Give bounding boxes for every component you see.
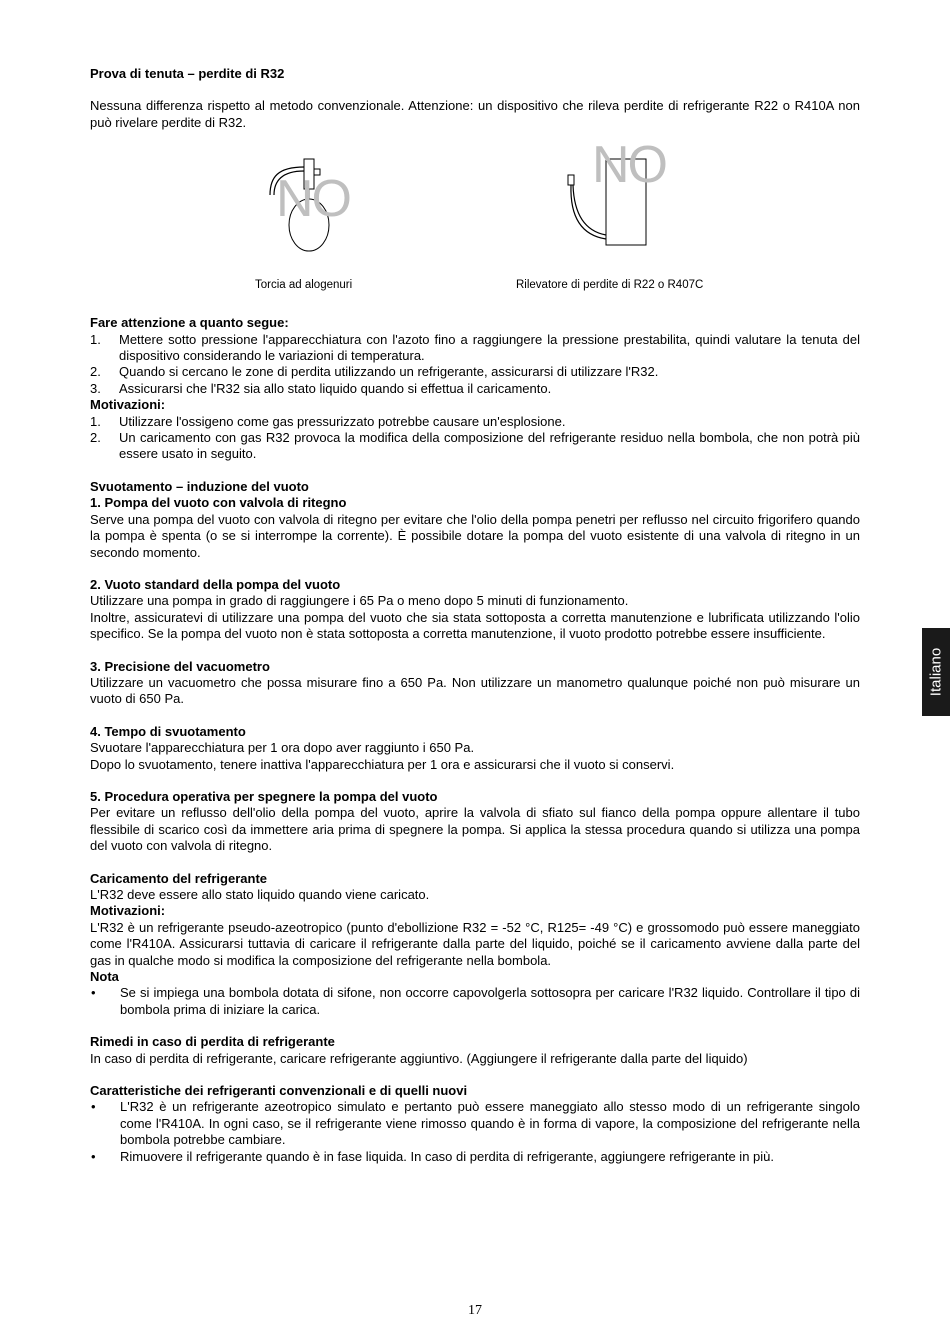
paragraph: Utilizzare una pompa in grado di raggiungere i 65 Pa o meno dopo 5 minuti di funzionamento. bbox=[90, 593, 629, 609]
subsection-title: 5. Procedura operativa per spegnere la pompa del vuoto bbox=[90, 788, 438, 804]
paragraph: L'R32 è un refrigerante pseudo-azeotropico (punto d'ebollizione R32 = -52 °C, R125= -49 °C) e grossomodo può essere maneggiato come l'R410A. Assicurarsi tuttavia di caricare il refrigerante dalla parte del liquido, poiché se il caricamento avviene dalla parte del gas in qualche modo si modifica la composizione del refrigerante nella bombola. bbox=[90, 919, 860, 968]
motivation-title: Motivazioni: bbox=[90, 903, 166, 919]
subsection-title: 3. Precisione del vacuometro bbox=[90, 658, 270, 674]
no-mark: NO bbox=[592, 136, 666, 195]
attention-title: Fare attenzione a quanto segue: bbox=[90, 315, 289, 331]
document-page bbox=[90, 66, 860, 1165]
paragraph: In caso di perdita di refrigerante, caricare refrigerante aggiuntivo. (Aggiungere il refrigerante dalla parte del liquido) bbox=[90, 1050, 748, 1066]
section-title-leak-test: Prova di tenuta – perdite di R32 bbox=[90, 66, 285, 81]
list-item: 3. Assicurarsi che l'R32 sia allo stato liquido quando si effettua il caricamento. bbox=[90, 380, 552, 396]
page-number: 17 bbox=[468, 1303, 482, 1318]
section-title-features: Caratteristiche dei refrigeranti convenzionali e di quelli nuovi bbox=[90, 1083, 468, 1099]
list-item: • L'R32 è un refrigerante azeotropico simulato e pertanto può essere maneggiato allo stesso modo di un refrigerante singolo come l'R410A. In ogni caso, se il refrigerante viene rimosso quando è in forma di vapore, la composizione del refrigerante nella bombola potrebbe cambiare. bbox=[91, 1099, 860, 1148]
subsection-title: 2. Vuoto standard della pompa del vuoto bbox=[90, 576, 341, 592]
subsection-title: 1. Pompa del vuoto con valvola di ritegno bbox=[90, 495, 347, 511]
subsection-title: 4. Tempo di svuotamento bbox=[90, 723, 246, 739]
list-item: 1. Utilizzare l'ossigeno come gas pressurizzato potrebbe causare un'esplosione. bbox=[90, 413, 566, 429]
leak-test-text: Nessuna differenza rispetto al metodo convenzionale. Attenzione: un dispositivo che rileva perdite di refrigerante R22 o R410A non può rivelare perdite di R32. bbox=[90, 98, 860, 130]
paragraph: Inoltre, assicuratevi di utilizzare una pompa del vuoto che sia stata sottoposta a corretta manutenzione e lubrificata utilizzando l'olio specifico. Se la pompa del vuoto non è stata sottoposta a corretta manutenzione, il vuoto prodotto potrebbe essere insufficiente. bbox=[90, 609, 860, 642]
paragraph: Serve una pompa del vuoto con valvola di ritegno per evitare che l'olio della pompa penetri per reflusso nel circuito frigorifero quando la pompa è spenta (o se si interrompe la corrente). È possibile dotare la pompa del vuoto esistente di una valvola di ritegno in un secondo momento. bbox=[90, 511, 860, 560]
motivation-title: Motivazioni: bbox=[90, 397, 166, 413]
bullet: • bbox=[91, 985, 96, 1001]
section-title-vacuum: Svuotamento – induzione del vuoto bbox=[90, 478, 309, 494]
leak-detector-figure bbox=[562, 136, 702, 279]
figures-row bbox=[90, 136, 860, 315]
section-title-charging: Caricamento del refrigerante bbox=[90, 870, 268, 886]
section-title-remedy: Rimedi in caso di perdita di refrigerante bbox=[90, 1034, 335, 1050]
bullet: • bbox=[91, 1099, 96, 1115]
leak-detector-caption: Rilevatore di perdite di R22 o R407C bbox=[516, 279, 704, 292]
language-tab-label: Italiano bbox=[927, 647, 945, 697]
paragraph: L'R32 deve essere allo stato liquido quando viene caricato. bbox=[90, 887, 430, 902]
list-item: • Rimuovere il refrigerante quando è in fase liquida. In caso di perdita di refrigerante, aggiungere refrigerante in più. bbox=[91, 1148, 774, 1164]
note-title: Nota bbox=[90, 969, 119, 985]
halogen-torch-caption: Torcia ad alogenuri bbox=[255, 279, 353, 292]
list-item: • Se si impiega una bombola dotata di sifone, non occorre capovolgerla sottosopra per caricare l'R32 liquido. Controllare il tipo di bombola prima di iniziare la carica. bbox=[91, 985, 860, 1017]
language-tab bbox=[922, 628, 950, 716]
no-mark: NO bbox=[276, 170, 350, 229]
list-item: 2. Un caricamento con gas R32 provoca la modifica della composizione del refrigerante residuo nella bombola, che non potrà più essere usato in seguito. bbox=[90, 430, 860, 462]
list-item: 2. Quando si cercano le zone di perdita utilizzando un refrigerante, assicurarsi di utilizzare l'R32. bbox=[90, 364, 659, 380]
bullet: • bbox=[91, 1148, 96, 1164]
paragraph: Dopo lo svuotamento, tenere inattiva l'apparecchiatura per 1 ora e assicurarsi che il vuoto si conservi. bbox=[90, 756, 675, 772]
paragraph: Per evitare un reflusso dell'olio della pompa del vuoto, aprire la valvola di sfiato sul fianco della pompa oppure allentare il tubo flessibile di scarico così da immettere aria prima di spegnere la pompa. Si applica la stessa procedura quando si utilizza una pompa del vuoto con valvola di ritegno. bbox=[90, 805, 860, 854]
halogen-torch-figure bbox=[258, 155, 378, 279]
list-item: 1. Mettere sotto pressione l'apparecchiatura con l'azoto fino a raggiungere la pressione prestabilita, quindi valutare la tenuta del dispositivo considerando le variazioni di temperatura. bbox=[90, 331, 860, 364]
paragraph: Svuotare l'apparecchiatura per 1 ora dopo aver raggiunto i 650 Pa. bbox=[90, 740, 475, 756]
paragraph: Utilizzare un vacuometro che possa misurare fino a 650 Pa. Non utilizzare un manometro qualunque poiché non può misurare un vuoto di 650 Pa. bbox=[90, 674, 860, 707]
